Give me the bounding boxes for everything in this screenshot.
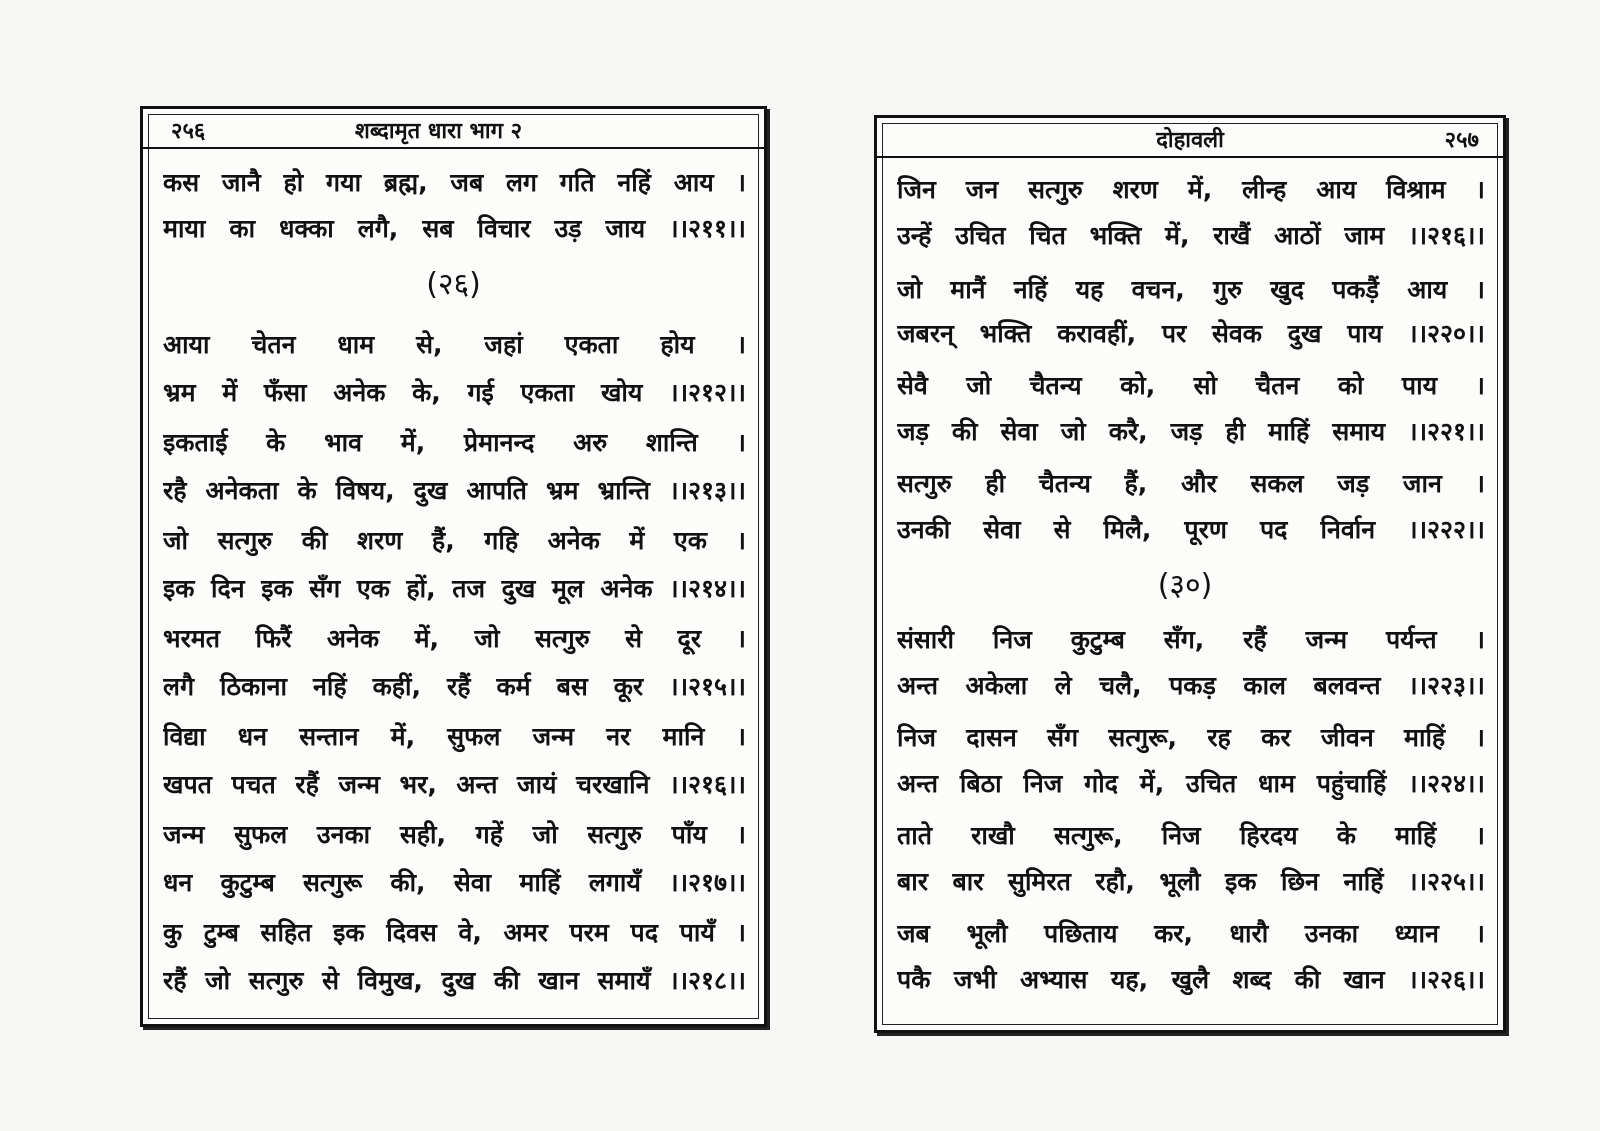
verse-line: उनकी सेवा से मिलै, पूरण पद निर्वान ।।२२२।। (897, 515, 1485, 544)
verse-line: पकै जभी अभ्यास यह, खुलै शब्द की खान ।।२२६।। (897, 965, 1485, 994)
left-page (140, 106, 767, 1027)
verse-line: धन कुटुम्ब सत्गुरू की, सेवा माहिं लगायँ ।।२१७।। (163, 868, 746, 897)
verse-line: कस जानै हो गया ब्रह्म, जब लग गति नहिं आय । (163, 168, 746, 197)
verse-line: लगै ठिकाना नहिं कहीं, रहैं कर्म बस कूर ।।२१५।। (163, 672, 746, 701)
verse-line: रहैं जो सत्गुरु से विमुख, दुख की खान समायँ ।।२१८।। (163, 966, 746, 995)
verse-line: जबरन् भक्ति करावहीं, पर सेवक दुख पाय ।।२२०।। (897, 319, 1485, 348)
verse-line: अन्त अकेला ले चलै, पकड़ काल बलवन्त ।।२२३।। (897, 671, 1485, 700)
verse-line: भरमत फिरैं अनेक में, जो सत्गुरु से दूर । (163, 624, 746, 653)
running-title: शब्दामृत धारा भाग २ (354, 119, 523, 144)
page-header (143, 109, 764, 149)
verse-line: खपत पचत रहैं जन्म भर, अन्त जायं चरखानि ।।२१६।। (163, 770, 746, 799)
verse-line: कु टुम्ब सहित इक दिवस वे, अमर परम पद पायँ । (163, 918, 746, 947)
running-title: दोहावली (1156, 128, 1224, 153)
verse-line: निज दासन सँग सत्गुरू, रह कर जीवन माहिं । (897, 723, 1485, 752)
section-heading: (३०) (1157, 568, 1213, 603)
page-header (877, 118, 1503, 158)
page-number: २५६ (171, 119, 206, 144)
verse-line: इक दिन इक सँग एक हों, तज दुख मूल अनेक ।।२१४।। (163, 574, 746, 603)
verse-line: जिन जन सत्गुरु शरण में, लीन्ह आय विश्राम । (897, 175, 1485, 204)
verse-line: बार बार सुमिरत रहौ, भूलौ इक छिन नाहिं ।।२२५।। (897, 867, 1485, 896)
verse-line: ताते राखौ सत्गुरू, निज हिरदय के माहिं । (897, 821, 1485, 850)
verse-line: आया चेतन धाम से, जहां एकता होय । (163, 330, 746, 359)
page-number: २५७ (1444, 128, 1479, 153)
verse-line: सेवै जो चैतन्य को, सो चैतन को पाय । (897, 371, 1485, 400)
verse-line: जो मानैं नहिं यह वचन, गुरु खुद पकड़ैं आय । (897, 275, 1485, 304)
verse-line: जड़ की सेवा जो करै, जड़ ही माहिं समाय ।।२२१।। (897, 417, 1485, 446)
right-page (874, 115, 1506, 1033)
verse-line: सत्गुरु ही चैतन्य हैं, और सकल जड़ जान । (897, 469, 1485, 498)
verse-line: इकताई के भाव में, प्रेमानन्द अरु शान्ति । (163, 428, 746, 457)
verse-line: संसारी निज कुटुम्ब सँग, रहैं जन्म पर्यन्त । (897, 625, 1485, 654)
verse-line: भ्रम में फँसा अनेक के, गई एकता खोय ।।२१२।। (163, 378, 746, 407)
verse-line: अन्त बिठा निज गोद में, उचित धाम पहुंचाहिं ।।२२४।। (897, 769, 1485, 798)
verse-line: जो सत्गुरु की शरण हैं, गहि अनेक में एक । (163, 526, 746, 555)
verse-line: जब भूलौ पछिताय कर, धारौ उनका ध्यान । (897, 919, 1485, 948)
section-heading: (२६) (426, 267, 481, 302)
verse-line: माया का धक्का लगै, सब विचार उड़ जाय ।।२११।। (163, 214, 746, 243)
verse-line: उन्हें उचित चित भक्ति में, राखैं आठों जाम ।।२१६।। (897, 221, 1485, 250)
verse-line: जन्म सुफल उनका सही, गहें जो सत्गुरु पाँय । (163, 820, 746, 849)
verse-line: विद्या धन सन्तान में, सुफल जन्म नर मानि । (163, 722, 746, 751)
verse-line: रहै अनेकता के विषय, दुख आपति भ्रम भ्रान्ति ।।२१३।। (163, 476, 746, 505)
